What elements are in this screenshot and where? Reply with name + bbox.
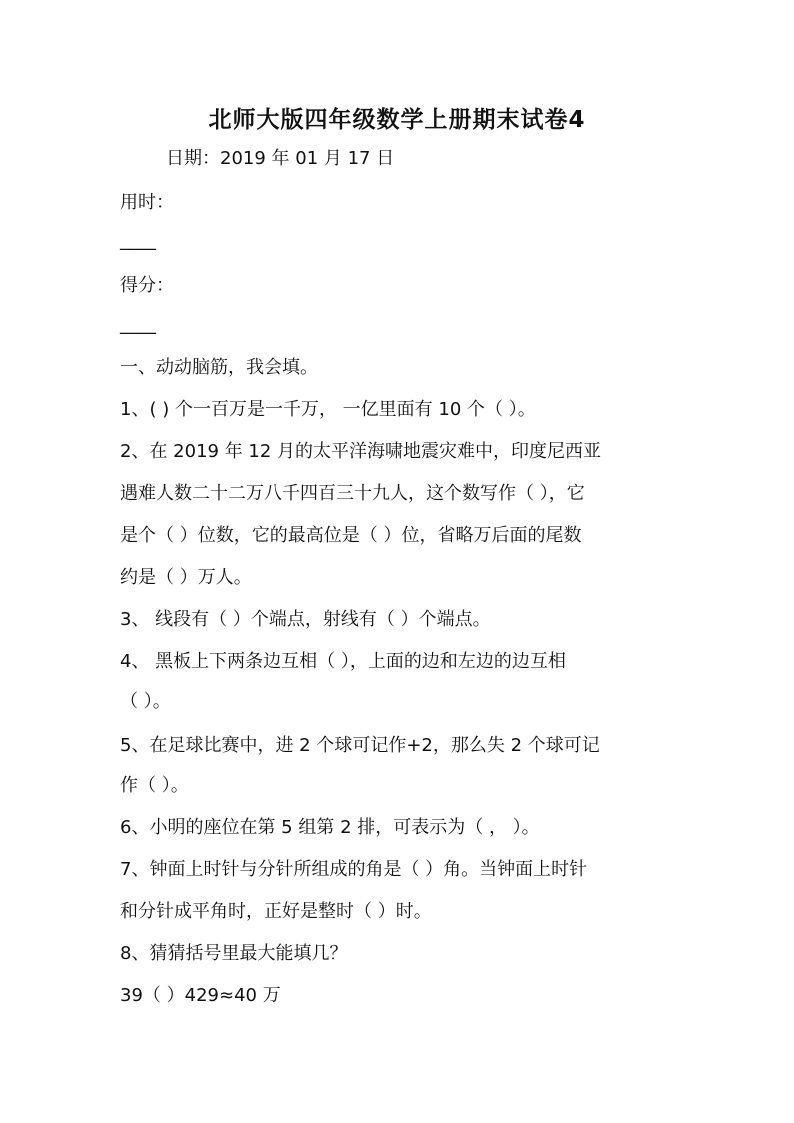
question-line-3: 遇难人数二十二万八千四百三十九人，这个数写作（ ），它 [120,483,585,504]
score-blank: ____ [120,314,156,335]
date-line: 日期：2019 年 01 月 17 日 [166,148,395,169]
time-blank: ____ [120,230,156,251]
question-line-14: 8、猜猜括号里最大能填几？ [120,943,348,964]
question-line-8: （ ）。 [120,691,171,712]
question-line-11: 6、小明的座位在第 5 组第 2 排，可表示为（ ， ）。 [120,817,540,838]
question-line-6: 3、 线段有（ ）个端点，射线有（ ）个端点。 [120,609,491,630]
question-line-5: 约是（ ）万人。 [120,567,252,588]
question-line-9: 5、在足球比赛中，进 2 个球可记作+2，那么失 2 个球可记 [120,735,600,756]
question-line-13: 和分针成平角时，正好是整时（ ）时。 [120,901,432,922]
question-line-4: 是个（ ）位数，它的最高位是（ ）位，省略万后面的尾数 [120,525,582,546]
question-line-10: 作（ ）。 [120,775,189,796]
section-title: 一、动动脑筋，我会填。 [120,357,318,378]
score-label: 得分： [120,275,174,296]
question-line-2: 2、在 2019 年 12 月的太平洋海啸地震灾难中，印度尼西亚 [120,441,602,462]
document-title: 北师大版四年级数学上册期末试卷4 [208,107,586,133]
time-label: 用时： [120,192,174,213]
question-line-12: 7、钟面上时针与分针所组成的角是（ ）角。当钟面上时针 [120,859,588,880]
question-line-7: 4、 黑板上下两条边互相（ ），上面的边和左边的边互相 [120,651,566,672]
question-line-1: 1、( ) 个一百万是一千万， 一亿里面有 10 个（ ）。 [120,399,536,420]
question-line-15: 39（ ）429≈40 万 [120,985,281,1006]
